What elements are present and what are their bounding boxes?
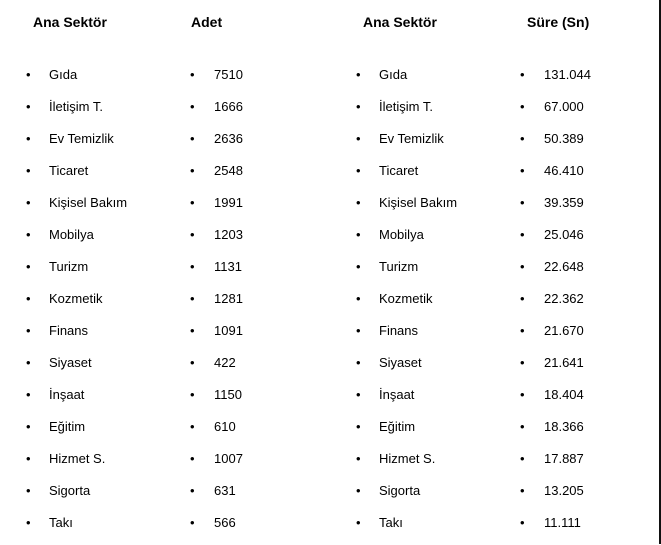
table1-count-row: [190, 481, 340, 513]
bullet-icon: •: [520, 99, 525, 114]
table2-duration-row: [520, 385, 650, 417]
table1-count-row: [190, 385, 340, 417]
table2-sector-row: [356, 289, 506, 321]
bullet-icon: •: [26, 323, 31, 338]
table2-sector-row: [356, 513, 506, 545]
sector-name: Kozmetik: [379, 291, 433, 306]
table2-duration-row: [520, 321, 650, 353]
table2-sector-row: [356, 385, 506, 417]
table1-sector-row: [26, 65, 176, 97]
metric-value: 67.000: [544, 99, 584, 114]
metric-value: 1131: [214, 259, 242, 274]
bullet-icon: •: [190, 67, 195, 82]
sector-name: Gıda: [49, 67, 78, 82]
sector-name: Takı: [379, 515, 403, 530]
table1-count-row: [190, 65, 340, 97]
bullet-icon: •: [26, 131, 31, 146]
bullet-icon: •: [356, 227, 361, 242]
table2-sector-list: [356, 65, 506, 545]
metric-value: 18.366: [544, 419, 584, 434]
table2-duration-row: [520, 353, 650, 385]
metric-value: 1007: [214, 451, 243, 466]
bullet-icon: •: [356, 195, 361, 210]
table2-sector-row: [356, 161, 506, 193]
table2-duration-list: [520, 65, 650, 545]
bullet-icon: •: [356, 387, 361, 402]
metric-value: 131.044: [544, 67, 591, 82]
table2-sector-row: [356, 481, 506, 513]
table1-count-row: [190, 129, 340, 161]
table1-sector-row: [26, 161, 176, 193]
table2-duration-row: [520, 513, 650, 545]
bullet-icon: •: [190, 99, 195, 114]
table1-sector-row: [26, 257, 176, 289]
table1-sector-list: [26, 65, 176, 545]
bullet-icon: •: [520, 291, 525, 306]
table1-count-row: [190, 257, 340, 289]
table1-count-row: [190, 193, 340, 225]
metric-value: 7510: [214, 67, 243, 82]
bullet-icon: •: [190, 195, 195, 210]
sector-name: Turizm: [49, 259, 89, 274]
bullet-icon: •: [356, 163, 361, 178]
table2-sector-row: [356, 449, 506, 481]
table1-count-row: [190, 161, 340, 193]
bullet-icon: •: [520, 451, 525, 466]
metric-value: 1203: [214, 227, 243, 242]
bullet-icon: •: [356, 323, 361, 338]
table2-sector-row: [356, 193, 506, 225]
sector-name: Takı: [49, 515, 73, 530]
bullet-icon: •: [190, 419, 195, 434]
metric-value: 50.389: [544, 131, 584, 146]
bullet-icon: •: [520, 483, 525, 498]
metric-value: 17.887: [544, 451, 584, 466]
table1-count-row: [190, 225, 340, 257]
bullet-icon: •: [190, 131, 195, 146]
table1-count-row: [190, 321, 340, 353]
bullet-icon: •: [520, 355, 525, 370]
table1-header-sector: Ana Sektör: [33, 14, 107, 30]
table2-duration-row: [520, 193, 650, 225]
sector-name: Ev Temizlik: [49, 131, 114, 146]
sector-name: Eğitim: [379, 419, 416, 434]
metric-value: 610: [214, 419, 236, 434]
bullet-icon: •: [190, 355, 195, 370]
bullet-icon: •: [26, 419, 31, 434]
table1-sector-row: [26, 193, 176, 225]
table1-sector-row: [26, 449, 176, 481]
table2-sector-row: [356, 225, 506, 257]
sector-name: Turizm: [379, 259, 419, 274]
table2-duration-row: [520, 225, 650, 257]
sector-name: Finans: [379, 323, 419, 338]
bullet-icon: •: [520, 259, 525, 274]
table2-duration-row: [520, 257, 650, 289]
table1-count-row: [190, 513, 340, 545]
sector-name: Finans: [49, 323, 89, 338]
table2-duration-row: [520, 97, 650, 129]
sector-name: Kozmetik: [49, 291, 103, 306]
sector-name: Kişisel Bakım: [49, 195, 128, 210]
sector-name: İnşaat: [379, 387, 415, 402]
table1-count-list: [190, 65, 340, 545]
metric-value: 21.641: [544, 355, 584, 370]
bullet-icon: •: [356, 451, 361, 466]
table1-sector-row: [26, 385, 176, 417]
table1-sector-row: [26, 289, 176, 321]
bullet-icon: •: [356, 67, 361, 82]
bullet-icon: •: [26, 99, 31, 114]
sector-name: İnşaat: [49, 387, 85, 402]
table2-sector-row: [356, 257, 506, 289]
table1-sector-row: [26, 321, 176, 353]
table2-duration-row: [520, 129, 650, 161]
bullet-icon: •: [356, 515, 361, 530]
sector-name: Eğitim: [49, 419, 86, 434]
bullet-icon: •: [190, 227, 195, 242]
sector-name: İletişim T.: [49, 99, 103, 114]
bullet-icon: •: [26, 355, 31, 370]
bullet-icon: •: [26, 291, 31, 306]
bullet-icon: •: [520, 67, 525, 82]
metric-value: 422: [214, 355, 236, 370]
table2-sector-row: [356, 129, 506, 161]
metric-value: 2636: [214, 131, 243, 146]
metric-value: 1991: [214, 195, 243, 210]
sector-name: Mobilya: [49, 227, 94, 242]
bullet-icon: •: [356, 483, 361, 498]
bullet-icon: •: [520, 419, 525, 434]
metric-value: 18.404: [544, 387, 584, 402]
table2-header-duration: Süre (Sn): [527, 14, 590, 30]
metric-value: 566: [214, 515, 236, 530]
table2-duration-row: [520, 481, 650, 513]
sector-name: Siyaset: [49, 355, 92, 370]
bullet-icon: •: [520, 163, 525, 178]
metric-value: 22.362: [544, 291, 584, 306]
table2-header-sector: Ana Sektör: [363, 14, 437, 30]
bullet-icon: •: [190, 451, 195, 466]
sector-name: Gıda: [379, 67, 408, 82]
bullet-icon: •: [356, 419, 361, 434]
bullet-icon: •: [520, 195, 525, 210]
bullet-icon: •: [356, 291, 361, 306]
metric-value: 25.046: [544, 227, 584, 242]
bullet-icon: •: [356, 259, 361, 274]
table2-duration-row: [520, 161, 650, 193]
table2-sector-row: [356, 97, 506, 129]
table2-sector-row: [356, 353, 506, 385]
metric-value: 1091: [214, 323, 243, 338]
table1-sector-row: [26, 481, 176, 513]
bullet-icon: •: [190, 291, 195, 306]
bullet-icon: •: [520, 515, 525, 530]
metric-value: 11.111: [544, 515, 581, 530]
sector-name: Ev Temizlik: [379, 131, 444, 146]
table1-sector-row: [26, 225, 176, 257]
bullet-icon: •: [520, 323, 525, 338]
bullet-icon: •: [520, 387, 525, 402]
bullet-icon: •: [190, 323, 195, 338]
table2-sector-row: [356, 417, 506, 449]
table1-sector-row: [26, 513, 176, 545]
table1-sector-row: [26, 97, 176, 129]
sector-name: Hizmet S.: [379, 451, 436, 466]
sector-name: Ticaret: [379, 163, 419, 178]
metric-value: 21.670: [544, 323, 584, 338]
bullet-icon: •: [190, 483, 195, 498]
table2-duration-row: [520, 449, 650, 481]
metric-value: 1150: [214, 387, 242, 402]
bullet-icon: •: [190, 387, 195, 402]
metric-value: 13.205: [544, 483, 584, 498]
bullet-icon: •: [520, 227, 525, 242]
table1-count-row: [190, 417, 340, 449]
table1-count-row: [190, 353, 340, 385]
metric-value: 1281: [214, 291, 243, 306]
table2-sector-row: [356, 65, 506, 97]
bullet-icon: •: [190, 515, 195, 530]
metric-value: 2548: [214, 163, 243, 178]
bullet-icon: •: [26, 515, 31, 530]
table1-header-count: Adet: [191, 14, 223, 30]
table2-sector-row: [356, 321, 506, 353]
table1-count-row: [190, 449, 340, 481]
bullet-icon: •: [356, 99, 361, 114]
metric-value: 1666: [214, 99, 243, 114]
bullet-icon: •: [26, 227, 31, 242]
bullet-icon: •: [356, 355, 361, 370]
bullet-icon: •: [26, 259, 31, 274]
sector-name: Ticaret: [49, 163, 89, 178]
table2-duration-row: [520, 65, 650, 97]
table1-count-row: [190, 289, 340, 321]
sector-name: Hizmet S.: [49, 451, 106, 466]
bullet-icon: •: [520, 131, 525, 146]
sector-name: Mobilya: [379, 227, 424, 242]
metric-value: 22.648: [544, 259, 584, 274]
sector-name: Siyaset: [379, 355, 422, 370]
sector-name: Kişisel Bakım: [379, 195, 458, 210]
sector-name: Sigorta: [49, 483, 91, 498]
table1-sector-row: [26, 353, 176, 385]
bullet-icon: •: [26, 483, 31, 498]
bullet-icon: •: [26, 67, 31, 82]
metric-value: 39.359: [544, 195, 584, 210]
table1-sector-row: [26, 417, 176, 449]
bullet-icon: •: [356, 131, 361, 146]
table1-count-row: [190, 97, 340, 129]
bullet-icon: •: [190, 163, 195, 178]
metric-value: 631: [214, 483, 236, 498]
bullet-icon: •: [190, 259, 195, 274]
bullet-icon: •: [26, 163, 31, 178]
table2-duration-row: [520, 417, 650, 449]
sector-name: İletişim T.: [379, 99, 433, 114]
bullet-icon: •: [26, 387, 31, 402]
table1-sector-row: [26, 129, 176, 161]
bullet-icon: •: [26, 195, 31, 210]
bullet-icon: •: [26, 451, 31, 466]
table2-duration-row: [520, 289, 650, 321]
sector-name: Sigorta: [379, 483, 421, 498]
metric-value: 46.410: [544, 163, 584, 178]
